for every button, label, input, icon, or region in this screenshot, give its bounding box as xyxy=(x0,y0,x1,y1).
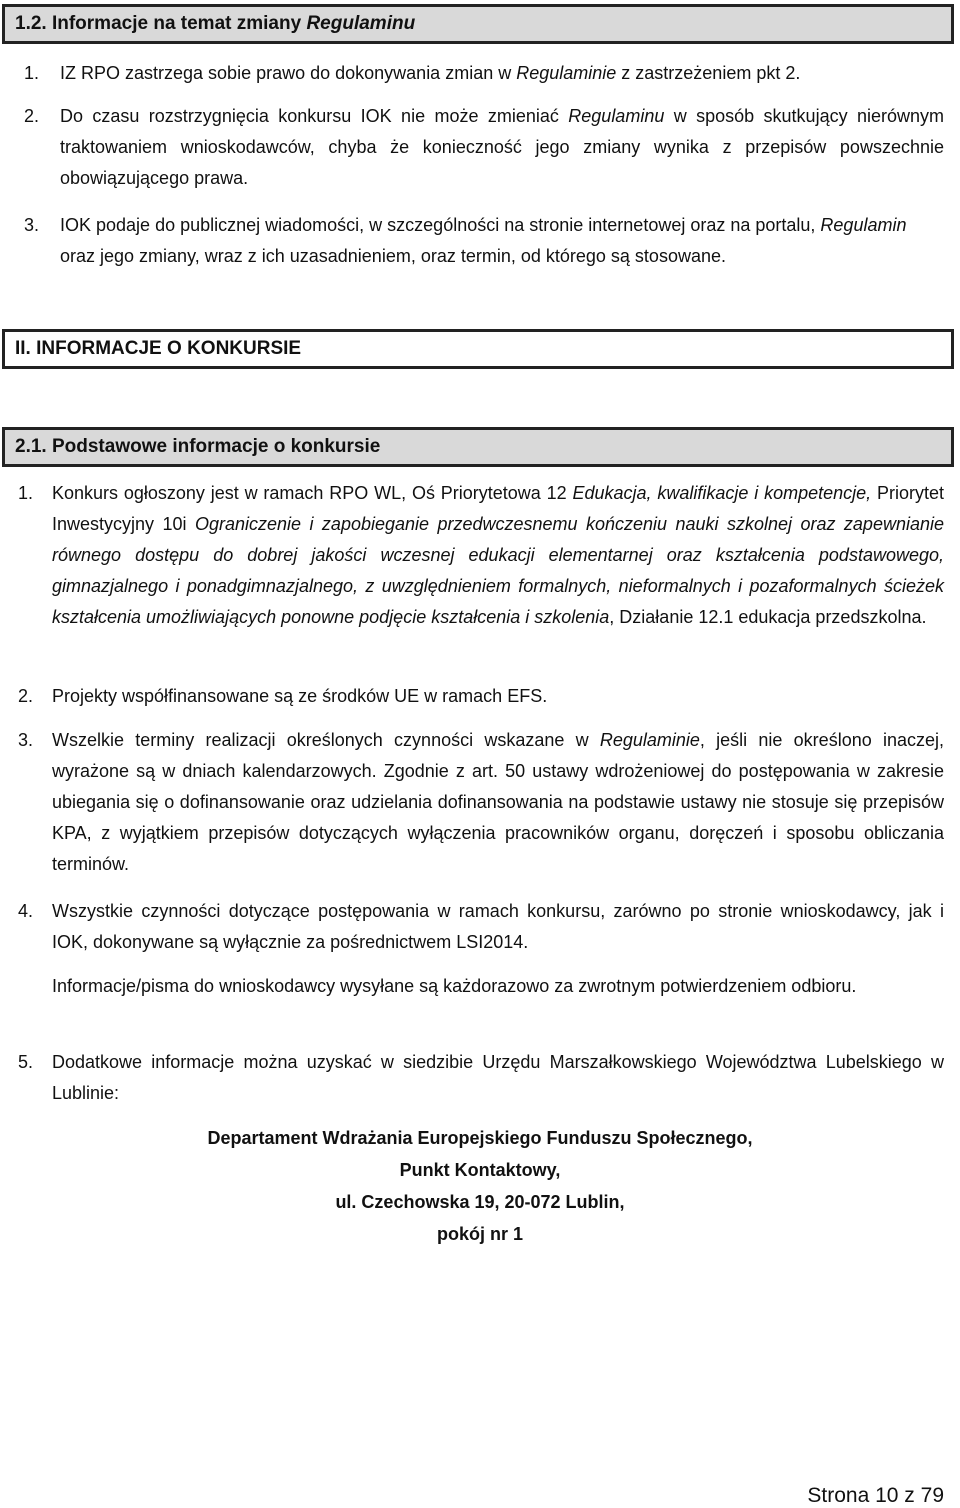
list-item-note: Informacje/pisma do wnioskodawcy wysyłane są każdorazowo za zwrotnym potwierdzeniem odbioru. xyxy=(52,976,857,996)
list-number: 2. xyxy=(18,686,34,706)
address-line: ul. Czechowska 19, 20-072 Lublin, xyxy=(335,1192,625,1212)
list-number: 3. xyxy=(24,215,40,235)
list-number: 1. xyxy=(18,483,34,503)
list-number: 2. xyxy=(24,106,40,126)
list-number: 4. xyxy=(18,901,34,921)
list-item: Dodatkowe informacje można uzyskać w siedzibie Urzędu Marszałkowskiego Województwa Lubelskiego w Lublinie: xyxy=(52,1052,944,1103)
address-line: pokój nr 1 xyxy=(436,1224,523,1244)
section-ii-header: II. INFORMACJE O KONKURSIE xyxy=(2,329,954,369)
list-number: 3. xyxy=(18,730,34,750)
section-1-2-header: 1.2. Informacje na temat zmiany Regulaminu xyxy=(2,4,954,44)
list-number: 5. xyxy=(18,1052,34,1072)
list-item: Do czasu rozstrzygnięcia konkursu IOK nie może zmieniać Regulaminu w sposób skutkujący nierównym traktowaniem wnioskodawców, chyba że konieczność jego zmiany wynika z przepisów powszechnie obowiązującego prawa. xyxy=(60,106,944,188)
page-number: Strona 10 z 79 xyxy=(807,1484,944,1507)
list-item: Projekty współfinansowane są ze środków UE w ramach EFS. xyxy=(52,686,548,706)
list-item: IZ RPO zastrzega sobie prawo do dokonywania zmian w Regulaminie z zastrzeżeniem pkt 2. xyxy=(60,63,801,83)
list-item: Wszystkie czynności dotyczące postępowania w ramach konkursu, zarówno po stronie wnioskodawcy, jak i IOK, dokonywane są wyłącznie za pośrednictwem LSI2014. xyxy=(52,901,944,952)
list-item: IOK podaje do publicznej wiadomości, w szczególności na stronie internetowej oraz na portalu, Regulamin oraz jego zmiany, wraz z ich uzasadnieniem, oraz termin, od którego są stosowane. xyxy=(60,215,907,266)
section-2-1-header: 2.1. Podstawowe informacje o konkursie xyxy=(2,427,954,467)
address-line: Departament Wdrażania Europejskiego Funduszu Społecznego, xyxy=(207,1128,753,1148)
list-item: Wszelkie terminy realizacji określonych czynności wskazane w Regulaminie, jeśli nie określono inaczej, wyrażone są w dniach kalendarzowych. Zgodnie z art. 50 ustawy wdrożeniowej do postępowania w zakresie ubiegania się o dofinansowanie oraz udzielania dofinansowania na podstawie ustawy nie stosuje się przepisów KPA, z wyjątkiem przepisów dotyczących wyłączenia pracowników organu, doręczeń i sposobu obliczania terminów. xyxy=(52,730,944,874)
list-item: Konkurs ogłoszony jest w ramach RPO WL, Oś Priorytetowa 12 Edukacja, kwalifikacje i kompetencje, Priorytet Inwestycyjny 10i Ograniczenie i zapobieganie przedwczesnemu kończeniu nauki szkolnej oraz zapewnianie równego dostępu do dobrej jakości wczesnej edukacji elementarnej oraz kształcenia podstawowego, gimnazjalnego i ponadgimnazjalnego, z uwzględnieniem formalnych, nieformalnych i pozaformalnych ścieżek kształcenia umożliwiających ponowne podjęcie kształcenia i szkolenia, Działanie 12.1 edukacja przedszkolna. xyxy=(52,483,944,627)
list-number: 1. xyxy=(24,63,40,83)
address-line: Punkt Kontaktowy, xyxy=(399,1160,561,1180)
